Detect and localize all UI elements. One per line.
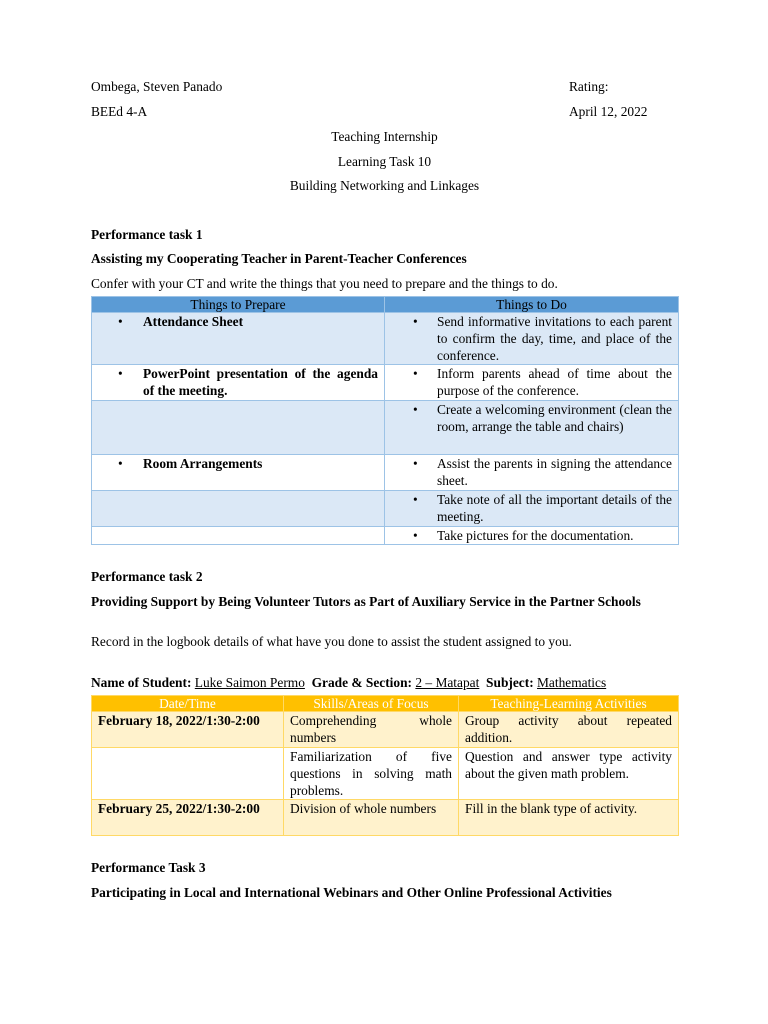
task1-subheading: Assisting my Cooperating Teacher in Parent-Teacher Conferences: [91, 251, 467, 266]
task1-col-prepare: Things to Prepare: [92, 296, 385, 312]
prepare-item: Room Arrangements: [143, 455, 263, 471]
todo-item: Inform parents ahead of time about the purpose of the conference.: [437, 365, 672, 398]
todo-item: Create a welcoming environment (clean the room, arrange the table and chairs): [437, 401, 672, 434]
header-row-2: [91, 103, 678, 128]
header-row-1: [91, 78, 678, 103]
student-author-name: Ombega, Steven Panado: [91, 79, 223, 94]
log-date-cell: [92, 747, 284, 799]
task1-instruction: Confer with your CT and write the things that you need to prepare and the things to do.: [91, 275, 558, 291]
prepare-empty-cell: [92, 490, 385, 526]
title-line-3: Building Networking and Linkages: [289, 178, 480, 193]
rating-label: Rating:: [569, 79, 609, 94]
student-name-value: Luke Saimon Permo: [194, 674, 305, 690]
grade-section-value: 2 – Matapat: [415, 674, 480, 690]
bullet-icon: •: [413, 401, 418, 417]
table-row: [92, 490, 679, 526]
task2-instruction: Record in the logbook details of what have you done to assist the student assigned to you.: [91, 633, 572, 649]
bullet-icon: •: [118, 455, 123, 471]
document-page: [91, 78, 678, 918]
table-row: [92, 747, 679, 799]
student-info-line: [91, 674, 678, 695]
title-line-1: Teaching Internship: [331, 129, 438, 144]
log-skills-cell: Comprehending whole numbers: [284, 711, 459, 747]
student-name-label: Name of Student:: [91, 674, 192, 690]
log-date-cell: February 18, 2022/1:30-2:00: [92, 711, 284, 747]
task2-col-date: Date/Time: [92, 695, 284, 711]
task3-heading: Performance Task 3: [91, 859, 206, 875]
table-row: [92, 799, 679, 835]
task1-table: [91, 296, 679, 545]
table-row: [92, 526, 679, 544]
todo-item: Assist the parents in signing the attendance sheet.: [437, 455, 672, 488]
log-skills-cell: Division of whole numbers: [284, 799, 459, 835]
title-line-2: Learning Task 10: [337, 153, 432, 169]
todo-item: Take pictures for the documentation.: [437, 527, 634, 543]
prepare-empty-cell: [92, 400, 385, 454]
task2-subheading: Providing Support by Being Volunteer Tutors as Part of Auxiliary Service in the Partner Schools: [91, 593, 641, 609]
prepare-item: Attendance Sheet: [143, 313, 244, 329]
bullet-icon: •: [413, 365, 418, 381]
log-date-cell: February 25, 2022/1:30-2:00: [92, 799, 284, 835]
bullet-icon: •: [413, 527, 418, 543]
log-activities-cell: Group activity about repeated addition.: [459, 711, 679, 747]
log-activities-cell: Question and answer type activity about the given math problem.: [459, 747, 679, 799]
table-row: [92, 312, 679, 364]
task2-col-activities: Teaching-Learning Activities: [459, 695, 679, 711]
todo-item: Send informative invitations to each parent to confirm the day, time, and place of the conference.: [437, 313, 672, 363]
table-row: [92, 711, 679, 747]
bullet-icon: •: [118, 313, 123, 329]
table-row: [92, 454, 679, 490]
bullet-icon: •: [413, 491, 418, 507]
course-section: BEEd 4-A: [91, 104, 148, 119]
bullet-icon: •: [413, 455, 418, 471]
task2-col-skills: Skills/Areas of Focus: [284, 695, 459, 711]
todo-item: Take note of all the important details of the meeting.: [437, 491, 672, 524]
task1-heading: Performance task 1: [91, 226, 203, 242]
task3-subheading: Participating in Local and International Webinars and Other Online Professional Activities: [91, 884, 612, 900]
log-activities-cell: Fill in the blank type of activity.: [459, 799, 679, 835]
task1-col-todo: Things to Do: [385, 296, 679, 312]
bullet-icon: •: [413, 313, 418, 329]
task2-heading: Performance task 2: [91, 568, 203, 584]
task2-logbook-table: [91, 695, 679, 836]
subject-label: Subject:: [486, 674, 534, 690]
bullet-icon: •: [118, 365, 123, 381]
prepare-item: PowerPoint presentation of the agenda of the meeting.: [143, 365, 378, 398]
table-row: [92, 400, 679, 454]
table-row: [92, 364, 679, 400]
log-skills-cell: Familiarization of five questions in solving math problems.: [284, 747, 459, 799]
subject-value: Mathematics: [537, 674, 607, 690]
document-date: April 12, 2022: [569, 104, 648, 119]
prepare-empty-cell: [92, 526, 385, 544]
grade-section-label: Grade & Section:: [311, 674, 413, 690]
